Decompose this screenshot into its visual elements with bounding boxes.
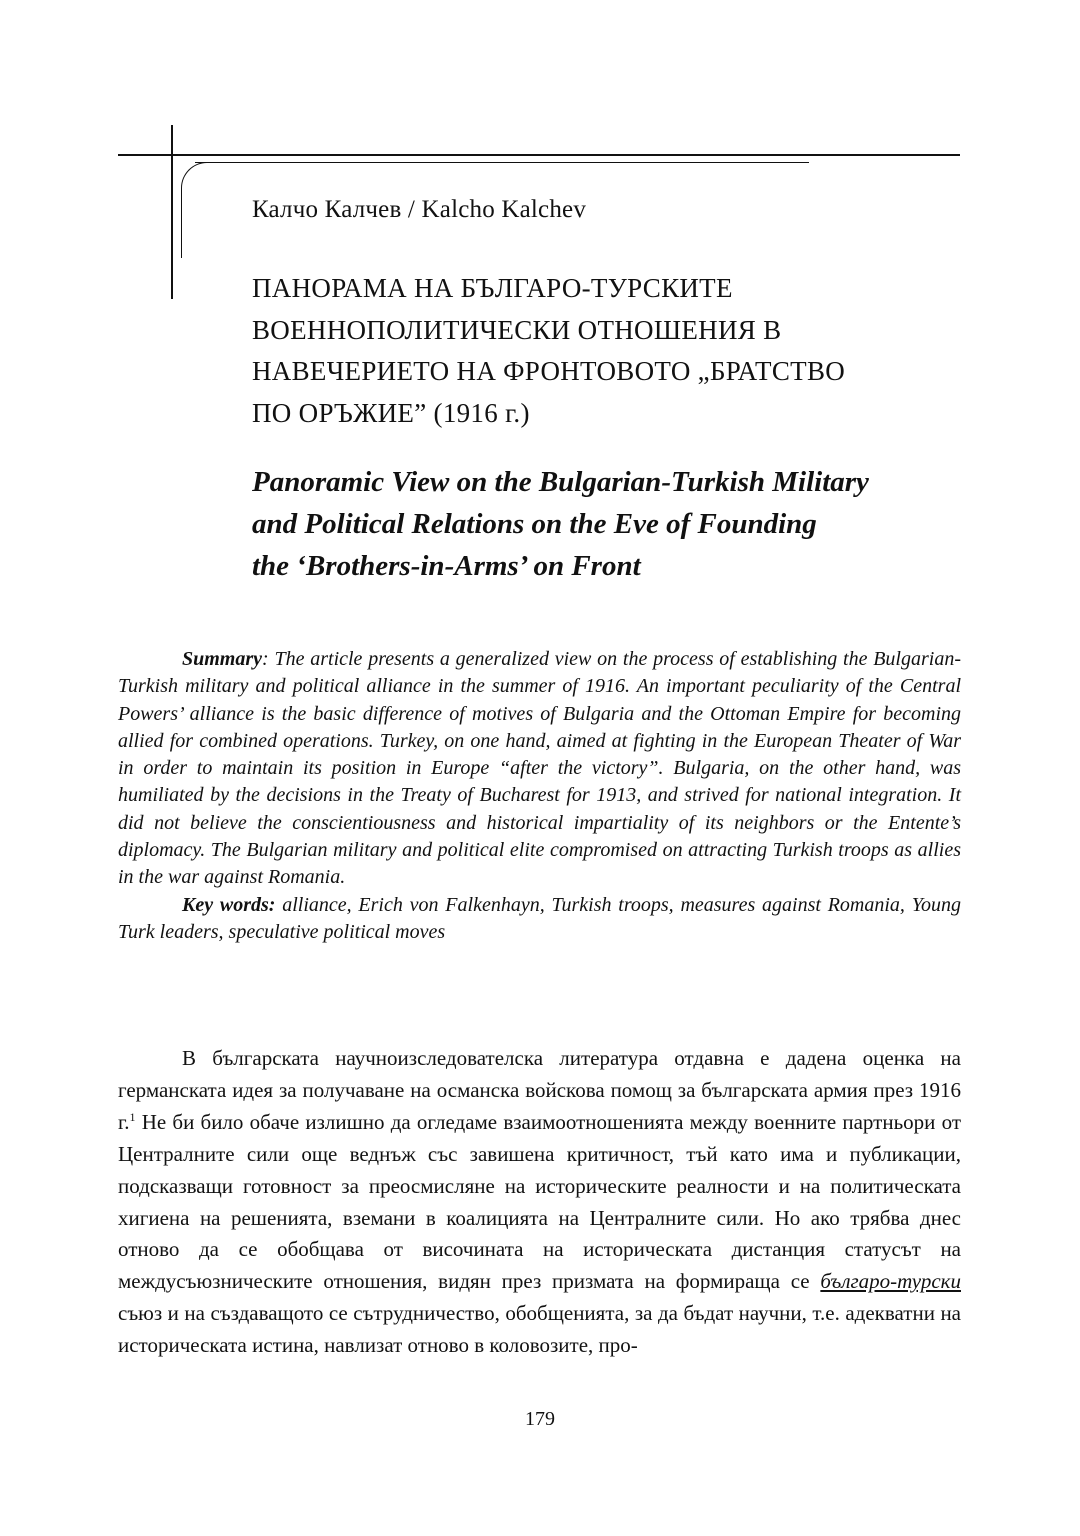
title-bg-line: ПО ОРЪЖИЕ” (1916 г.) bbox=[252, 397, 530, 428]
summary-label: Summary bbox=[182, 648, 263, 670]
summary-text: : The article presents a generalized view on the process of establishing the Bulgarian-Turkish military and political alliance in the summer of 1916. An important peculiarity of the Central Powers’ alliance is the basic difference of motives of Bulgaria and the Ottoman Empire for becoming allied for combined operations. Turkey, on one hand, aimed at fighting in the European Theater of War in order to maintain its position in Europe “after the victory”. Bulgaria, on the other hand, was humiliated by the decisions in the Treaty of Bucharest for 1913, and strived for national integration. It did not believe the conscientiousness and historical impartiality of its neighbors or the Entente’s diplomacy. The Bulgarian military and political elite compromised on attracting Turkish troops as allies in the war against Romania. bbox=[118, 648, 961, 889]
body-text bbox=[118, 1043, 961, 1362]
body-part-2: Не би било обаче излишно да огледаме взаимоотношенията между военните партньори от Централните сили още веднъж със завишена критичност, тъй като има и публикации, подсказващи готовност за преосмисляне на историческите реалности и на политическата хигиена на решенията, вземани в коалицията на Централните сили. Но ако трябва днес отново да се обобщава от височината на историческата дистанция статусът на междусъюзническите отношения, видян през призмата на формираща се bbox=[118, 1109, 961, 1294]
body-part-3: съюз и на създаващото се сътрудничество, обобщенията, за да бъдат научни, т.е. адекватни на историческата истина, навлизат отново в коловозите, про- bbox=[118, 1301, 961, 1358]
decorative-rule-inner bbox=[195, 162, 809, 163]
body-paragraph bbox=[118, 1043, 961, 1362]
author-line: Калчо Калчев / Kalcho Kalchev bbox=[252, 196, 587, 223]
decorative-rule-inner-vertical bbox=[181, 190, 182, 258]
keywords-paragraph bbox=[118, 892, 961, 947]
keywords-text: alliance, Erich von Falkenhayn, Turkish troops, measures against Romania, Young Turk leaders, speculative political moves bbox=[118, 893, 961, 943]
title-en-line: and Political Relations on the Eve of Founding bbox=[252, 508, 817, 540]
abstract bbox=[118, 646, 961, 946]
footnote-marker[interactable]: 1 bbox=[129, 1109, 136, 1124]
decorative-rule-vertical bbox=[171, 125, 173, 299]
title-bulgarian bbox=[252, 268, 972, 434]
title-bg-line: НАВЕЧЕРИЕТО НА ФРОНТОВОТО „БРАТСТВО bbox=[252, 356, 846, 386]
title-en-line: the ‘Brothers-in-Arms’ on Front bbox=[252, 550, 641, 582]
title-english bbox=[252, 461, 972, 587]
title-en-line: Panoramic View on the Bulgarian-Turkish Military bbox=[252, 466, 869, 498]
title-bg-line: ВОЕННОПОЛИТИЧЕСКИ ОТНОШЕНИЯ В bbox=[252, 314, 782, 345]
summary-paragraph bbox=[118, 646, 961, 892]
page-number: 179 bbox=[525, 1408, 555, 1430]
decorative-rule-top bbox=[118, 154, 960, 156]
body-part-1: В българската научноизследователска литература отдавна е дадена оценка на германската идея за получаване на османска войскова помощ за българската армия през 1916 г. bbox=[118, 1046, 961, 1134]
emphasized-term: българо-турски bbox=[820, 1269, 961, 1294]
decorative-corner-curve bbox=[181, 162, 210, 193]
keywords-label: Key words: bbox=[182, 893, 276, 916]
title-bg-line: ПАНОРАМА НА БЪЛГАРО-ТУРСКИТЕ bbox=[252, 273, 733, 303]
